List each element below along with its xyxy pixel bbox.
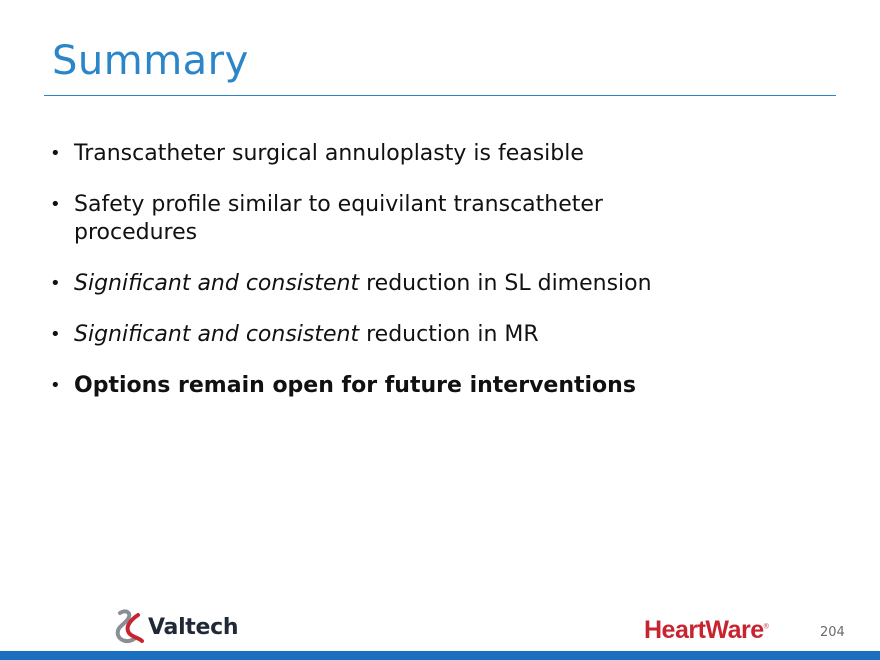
bullet-text-part: reduction in SL dimension	[359, 271, 652, 296]
bullet-text-part: Options remain open for future interventions	[74, 373, 636, 398]
bullet-text-emphasis: Significant and consistent	[74, 322, 360, 347]
valtech-swirl-icon	[112, 609, 146, 645]
valtech-logo	[112, 609, 238, 645]
bullet-dot: •	[50, 324, 61, 345]
bullet-dot: •	[50, 375, 61, 396]
bullet-text-part: reduction in MR	[359, 322, 539, 347]
bullet-text	[74, 322, 539, 347]
heartware-logo	[644, 616, 768, 645]
bullet-dot: •	[50, 273, 61, 294]
bullet-text-part: Transcatheter surgical annuloplasty is feasible	[74, 141, 584, 166]
bullet-dot: •	[50, 143, 61, 164]
footer-bar	[0, 651, 880, 660]
bullet-text	[74, 192, 603, 245]
bullet-text	[74, 271, 652, 296]
bullet-item	[48, 191, 668, 247]
registered-mark: ®	[763, 623, 769, 631]
page-number: 204	[820, 625, 845, 640]
title-divider	[44, 95, 836, 96]
bullet-text-emphasis: Significant and consistent	[74, 271, 360, 296]
page-title: Summary	[52, 38, 249, 84]
heartware-logo-text: HeartWare	[644, 616, 764, 644]
bullet-text	[74, 141, 584, 166]
bullet-item	[48, 321, 668, 349]
bullet-item	[48, 372, 668, 400]
bullet-text	[74, 373, 636, 398]
valtech-logo-text: Valtech	[148, 614, 239, 640]
bullet-item	[48, 270, 668, 298]
bullet-item	[48, 140, 668, 168]
bullet-text-part: Safety profile similar to equivilant transcatheter procedures	[74, 192, 603, 245]
bullet-list	[48, 140, 668, 423]
bullet-dot: •	[50, 194, 61, 215]
